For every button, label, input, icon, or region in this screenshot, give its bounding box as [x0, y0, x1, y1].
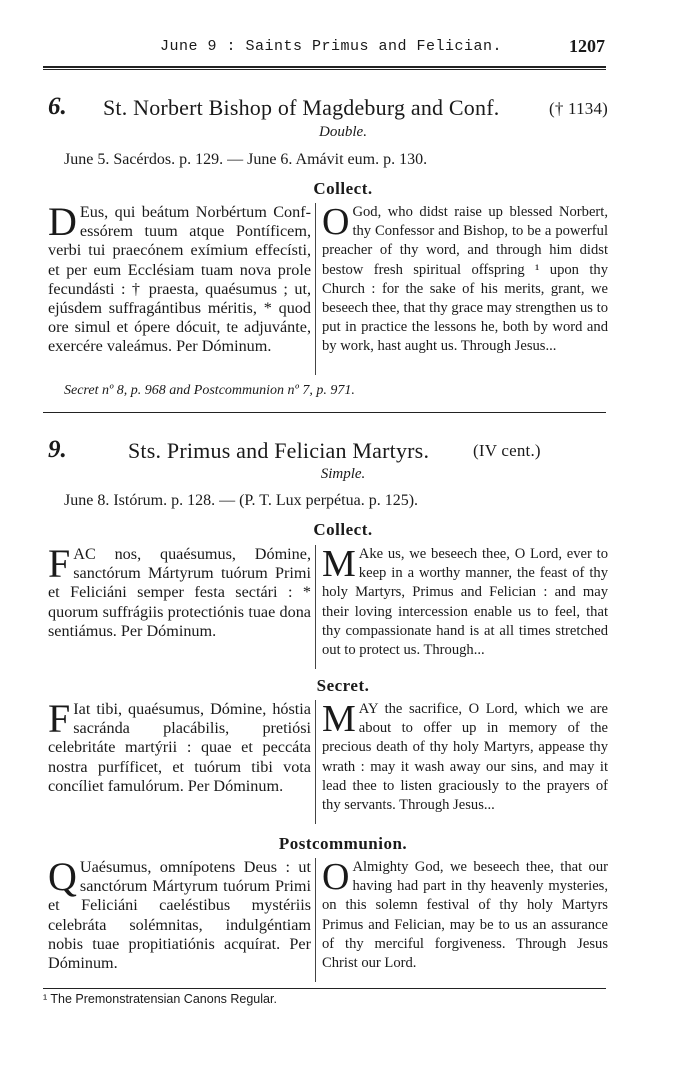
section-title: Sts. Primus and Felician Martyrs.: [128, 438, 430, 463]
collect-english: [322, 203, 608, 357]
drop-cap: M: [322, 698, 356, 740]
section-heading-norbert: [43, 93, 609, 123]
drop-cap: Q: [48, 854, 77, 899]
secret-heading: Secret.: [316, 676, 370, 695]
propers-reference: June 5. Sacérdos. p. 129. — June 6. Amávit eum. p. 130.: [64, 151, 428, 168]
section-number: 6.: [48, 93, 67, 120]
drop-cap: D: [48, 199, 77, 244]
drop-cap: M: [322, 543, 356, 585]
secret-latin-text: Iat tibi, quaésumus, Dómine, hóstia sacránda placábilis, pretiósi celebritáte martýrii : quae et peccáta nostra purfíficet, et tuórum tibi vota concíliet famulórum. Per Dóminum.: [48, 700, 311, 795]
postcommunion-english-text: Almighty God, we beseech thee, that our having had part in thy heavenly mysteries, on this solemn festival of thy holy Martyrs Primus and Felician, may be to us an assurance of thy merciful forgiveness. Through Jesus Christ our Lord.: [322, 859, 608, 972]
footnote: ¹ The Premonstratensian Canons Regular.: [43, 992, 277, 1006]
drop-cap: F: [48, 541, 71, 586]
secret-postcommunion-note: Secret nº 8, p. 968 and Postcommunion nº 7, p. 971.: [64, 383, 355, 398]
collect-english: [322, 545, 608, 660]
running-head: [0, 34, 686, 58]
section-date: († 1134): [549, 99, 609, 118]
section-heading-primus-felician: [43, 436, 606, 466]
postcommunion-english: [322, 858, 608, 973]
feast-rank: Simple.: [320, 466, 366, 482]
drop-cap: O: [322, 201, 350, 243]
collect-latin-text: Eus, qui beátum Norbértum Confessórem tuum atque Pontíficem, verbi tui praecónem exímium effecísti, et per eum Ecclésiam tuam nova prole fecundásti : † praesta, quaésumus ; ut, ejúsdem suffragántibus méritis, * quod ore simul et ópere dócuit, te adjuvánte, exercére valeámus. Per Dóminum.: [48, 203, 311, 356]
collect-latin-text: AC nos, quaésumus, Dómine, sanctórum Mártyrum tuórum Primi et Feliciáni semper festa sectári : * quorum suffrágiis protectiónis tuae dona sentiámus. Per Dóminum.: [48, 545, 311, 640]
secret-english: [322, 700, 608, 815]
drop-cap: F: [48, 696, 71, 741]
feast-rank: Double.: [319, 124, 367, 140]
collect-english-text: Ake us, we beseech thee, O Lord, ever to keep in a worthy manner, the feast of thy holy Martyrs, Primus and Felician : and may their loving intercession enable us to feel, that thy compassionate hand is at all times stretched out to protect us. Through...: [322, 546, 608, 659]
column-divider: [315, 545, 316, 669]
page-number: 1207: [569, 36, 605, 56]
section-date: (IV cent.): [473, 441, 541, 460]
header-rule-thin: [43, 69, 606, 70]
running-title: June 9 : Saints Primus and Felician.: [160, 38, 503, 55]
secret-latin: [48, 696, 311, 796]
section-title: St. Norbert Bishop of Magdeburg and Conf.: [103, 95, 500, 120]
postcommunion-latin-text: Uaésumus, omnípotens Deus : ut sanctórum Mártyrum tuórum Primi et Feliciáni caeléstibus mystériis celebráta solémnitas, indulgéntiam nobis tuae propitiatiónis acquírat. Per Dóminum.: [48, 858, 311, 973]
postcommunion-heading: Postcommunion.: [278, 834, 408, 853]
column-divider: [315, 858, 316, 982]
propers-reference: June 8. Istórum. p. 128. — (P. T. Lux perpétua. p. 125).: [64, 492, 419, 509]
collect-heading: Collect.: [313, 179, 373, 198]
section-number: 9.: [48, 436, 67, 463]
column-divider: [315, 700, 316, 824]
collect-latin: [48, 541, 311, 641]
collect-heading: Collect.: [313, 520, 373, 539]
collect-english-text: God, who didst raise up blessed Norbert, thy Confessor and Bishop, to be a powerful preacher of thy word, and through him didst bestow fresh spiritual offspring ¹ upon thy Church : for the sake of his merits, grant, we beseech thee, that thy grace may strengthen us to put in practice the lessons he, both by word and by work, hast aught us. Through Jesus...: [322, 204, 608, 355]
section-divider: [43, 412, 606, 413]
postcommunion-latin: [48, 854, 311, 973]
collect-latin: [48, 199, 311, 357]
footnote-rule: [43, 988, 606, 989]
column-divider: [315, 203, 316, 375]
drop-cap: O: [322, 856, 350, 898]
secret-english-text: AY the sacrifice, O Lord, which we are about to offer up in memory of the precious death of thy holy Martyrs, appease thy wrath : may it wash away our sins, and may it lead thee to listen graciously to the prayers of thy servants. Through Jesus...: [322, 701, 608, 814]
header-rule: [43, 66, 606, 68]
